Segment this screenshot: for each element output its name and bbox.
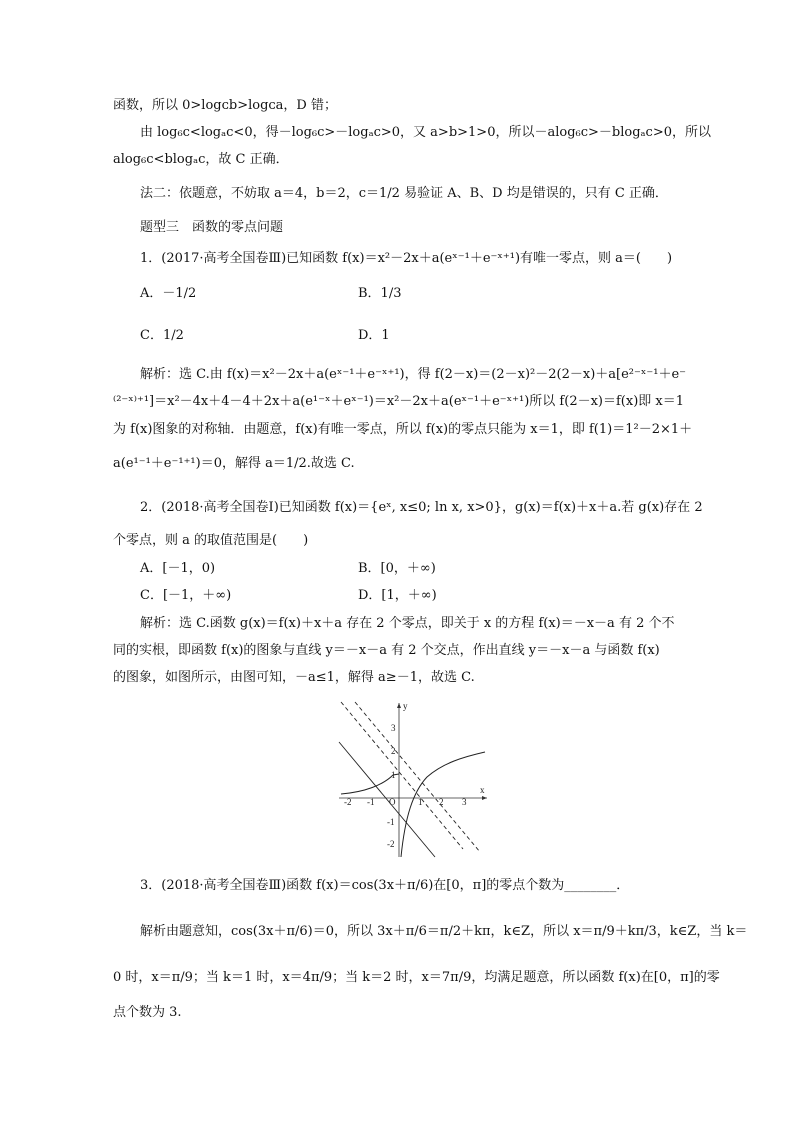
y-tick-label: 3 bbox=[391, 723, 396, 733]
text-line: 法二：依题意，不妨取 a＝4，b＝2，c＝1/2 易验证 A、B、D 均是错误的，只有 C 正确． bbox=[140, 186, 668, 201]
y-axis-label: y bbox=[403, 701, 408, 711]
text-line: alog₆c<blogₐc，故 C 正确． bbox=[113, 152, 289, 167]
option-c: C．[－1，＋∞) bbox=[140, 588, 232, 603]
text-line: 函数，所以 0>logᴄb>logᴄa，D 错； bbox=[113, 98, 337, 113]
option-b: B．[0，＋∞) bbox=[358, 561, 436, 576]
y-tick-label: 2 bbox=[391, 746, 396, 756]
option-d: D．[1，＋∞) bbox=[358, 588, 437, 603]
x-arrow-icon bbox=[482, 796, 487, 800]
origin-label: O bbox=[389, 797, 396, 807]
question-1: 1．(2017·高考全国卷Ⅲ)已知函数 f(x)＝x²－2x＋a(eˣ⁻¹＋e⁻ˣ⁺¹)有唯一零点，则 a＝( ) bbox=[140, 251, 673, 266]
dashed-line bbox=[341, 702, 463, 849]
x-tick-label: 2 bbox=[439, 797, 444, 807]
option-b: B．1/3 bbox=[358, 286, 402, 301]
x-tick-label: -1 bbox=[367, 797, 375, 807]
exp-curve bbox=[341, 774, 399, 794]
text-line: 解析由题意知，cos(3x＋π/6)＝0，所以 3x＋π/6＝π/2＋kπ，k∈Z，所以 x＝π/9＋kπ/3，k∈Z，当 k＝ bbox=[140, 924, 748, 939]
text-line: a(e¹⁻¹＋e⁻¹⁺¹)＝0，解得 a＝1/2.故选 C. bbox=[113, 456, 355, 471]
y-tick-label: 1 bbox=[391, 770, 396, 780]
y-tick-label: -2 bbox=[387, 839, 395, 849]
text-line: 0 时，x＝π/9；当 k＝1 时，x＝4π/9；当 k＝2 时，x＝7π/9，均满足题意，所以函数 f(x)在[0，π]的零 bbox=[113, 970, 720, 985]
function-graph bbox=[335, 697, 493, 860]
text-line: 点个数为 3. bbox=[113, 1005, 182, 1020]
text-line: 的图象，如图所示，由图可知，－a≤1，解得 a≥－1，故选 C. bbox=[113, 670, 475, 685]
y-arrow-icon bbox=[397, 703, 401, 708]
text-line: 解析：选 C.函数 g(x)＝f(x)＋x＋a 存在 2 个零点，即关于 x 的方程 f(x)＝－x－a 有 2 个不 bbox=[140, 616, 675, 631]
option-c: C．1/2 bbox=[140, 328, 184, 343]
x-axis-label: x bbox=[480, 785, 485, 795]
x-tick-label: -2 bbox=[344, 797, 352, 807]
dashed-line bbox=[355, 702, 480, 852]
text-line: 由 log₆c<logₐc<0，得－log₆c>－logₐc>0，又 a>b>1>0，所以－alog₆c>－blogₐc>0，所以 bbox=[140, 125, 711, 140]
option-d: D．1 bbox=[358, 328, 390, 343]
question-2: 2．(2018·高考全国卷Ⅰ)已知函数 f(x)＝{eˣ, x≤0; ln x, x>0}，g(x)＝f(x)＋x＋a.若 g(x)存在 2 bbox=[140, 500, 703, 515]
y-tick-label: -1 bbox=[387, 817, 395, 827]
question-3: 3．(2018·高考全国卷Ⅲ)函数 f(x)＝cos(3x＋π/6)在[0，π]的零点个数为________． bbox=[140, 878, 630, 893]
text-line: 个零点，则 a 的取值范围是( ) bbox=[113, 533, 309, 548]
option-a: A．－1/2 bbox=[140, 286, 197, 301]
section-heading: 题型三 函数的零点问题 bbox=[140, 220, 284, 235]
text-line: 解析：选 C.由 f(x)＝x²－2x＋a(eˣ⁻¹＋e⁻ˣ⁺¹)，得 f(2－x)＝(2－x)²－2(2－x)＋a[e²⁻ˣ⁻¹＋e⁻ bbox=[140, 367, 687, 382]
x-tick-label: 1 bbox=[418, 797, 423, 807]
text-line: 同的实根，即函数 f(x)的图象与直线 y＝－x－a 有 2 个交点，作出直线 y＝－x－a 与函数 f(x) bbox=[113, 643, 660, 658]
text-line: 为 f(x)图象的对称轴．由题意，f(x)有唯一零点，所以 f(x)的零点只能为 x＝1，即 f(1)＝1²－2×1＋ bbox=[113, 422, 693, 437]
option-a: A．[－1，0) bbox=[140, 561, 216, 576]
text-line: ⁽²⁻ˣ⁾⁺¹]＝x²－4x＋4－4＋2x＋a(e¹⁻ˣ＋eˣ⁻¹)＝x²－2x＋a(eˣ⁻¹＋e⁻ˣ⁺¹)所以 f(2－x)＝f(x)即 x＝1 bbox=[113, 394, 685, 409]
x-tick-label: 3 bbox=[462, 797, 467, 807]
